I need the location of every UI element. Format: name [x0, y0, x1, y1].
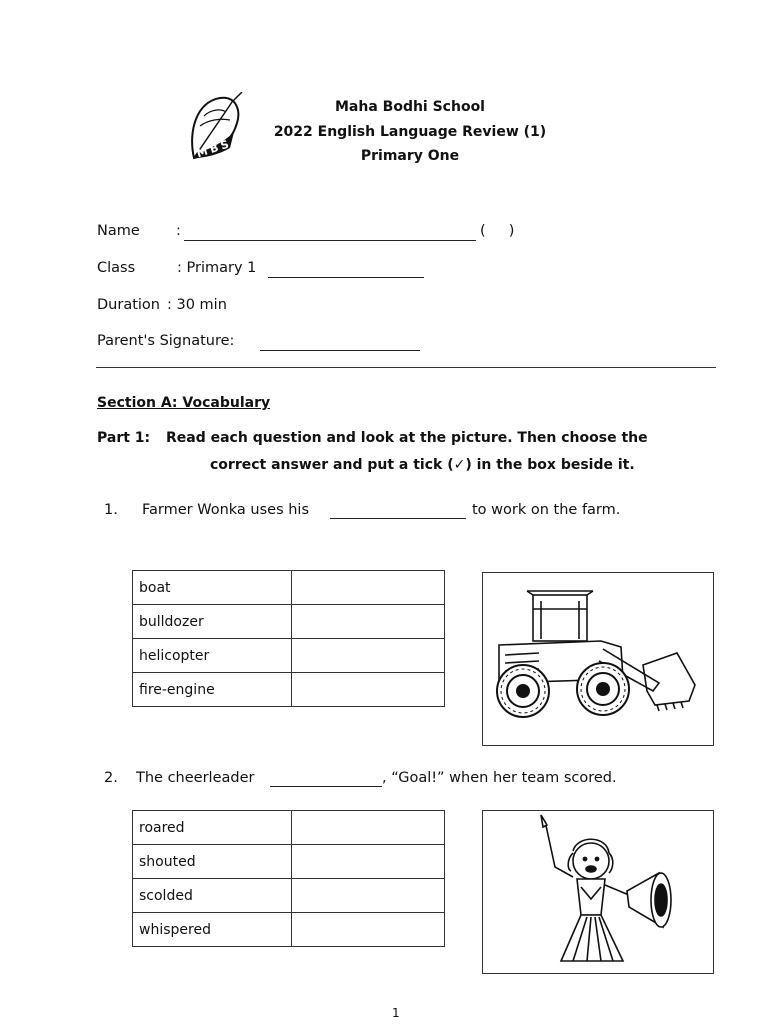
cheerleader-icon — [483, 811, 713, 973]
name-label: Name — [97, 223, 140, 239]
option-row — [133, 845, 445, 879]
name-blank — [184, 240, 476, 241]
duration-value: : 30 min — [167, 297, 227, 313]
parent-signature-label: Parent's Signature: — [97, 333, 235, 349]
option-label: helicopter — [133, 639, 292, 673]
option-row — [133, 913, 445, 947]
logo-letters: MBS — [194, 136, 234, 161]
tick-box[interactable] — [292, 639, 445, 673]
option-label: scolded — [133, 879, 292, 913]
class-blank — [268, 277, 424, 278]
section-title: Section A: Vocabulary — [97, 395, 271, 411]
option-label: roared — [133, 811, 292, 845]
question-stem-before: The cheerleader — [136, 770, 255, 786]
page-number: 1 — [392, 1006, 400, 1020]
signature-blank — [260, 350, 420, 351]
option-label: shouted — [133, 845, 292, 879]
option-label: boat — [133, 571, 292, 605]
name-colon: : — [176, 223, 181, 239]
tick-box[interactable] — [292, 913, 445, 947]
question-stem-after: , “Goal!” when her team scored. — [382, 770, 617, 786]
question-number: 1. — [104, 502, 118, 518]
option-row — [133, 571, 445, 605]
answer-blank — [270, 786, 382, 787]
exam-level: Primary One — [360, 148, 460, 164]
bulldozer-icon — [483, 573, 713, 745]
tick-box[interactable] — [292, 845, 445, 879]
question-stem-after: to work on the farm. — [472, 502, 621, 518]
class-value: : Primary 1 — [177, 260, 257, 276]
tick-box[interactable] — [292, 811, 445, 845]
options-table — [132, 810, 445, 947]
option-row — [133, 811, 445, 845]
question-stem-before: Farmer Wonka uses his — [142, 502, 310, 518]
tick-box[interactable] — [292, 605, 445, 639]
option-row — [133, 673, 445, 707]
options-table — [132, 570, 445, 707]
class-label: Class — [97, 260, 136, 276]
answer-blank — [330, 518, 466, 519]
duration-label: Duration — [97, 297, 160, 313]
tick-box[interactable] — [292, 879, 445, 913]
option-row — [133, 639, 445, 673]
exam-title: 2022 English Language Review (1) — [273, 124, 547, 140]
tick-box[interactable] — [292, 571, 445, 605]
question-picture — [482, 810, 714, 974]
part-label: Part 1: — [97, 430, 151, 446]
part-instruction-line1: Read each question and look at the picture. Then choose the — [166, 430, 648, 446]
part-instruction-line2: correct answer and put a tick (✓) in the box beside it. — [210, 457, 635, 473]
option-row — [133, 605, 445, 639]
option-label: whispered — [133, 913, 292, 947]
question-picture — [482, 572, 714, 746]
register-number-paren: ( ) — [480, 223, 515, 239]
tick-box[interactable] — [292, 673, 445, 707]
question-number: 2. — [104, 770, 118, 786]
divider — [96, 367, 716, 368]
option-label: bulldozer — [133, 605, 292, 639]
option-label: fire-engine — [133, 673, 292, 707]
option-row — [133, 879, 445, 913]
school-name: Maha Bodhi School — [334, 99, 485, 115]
